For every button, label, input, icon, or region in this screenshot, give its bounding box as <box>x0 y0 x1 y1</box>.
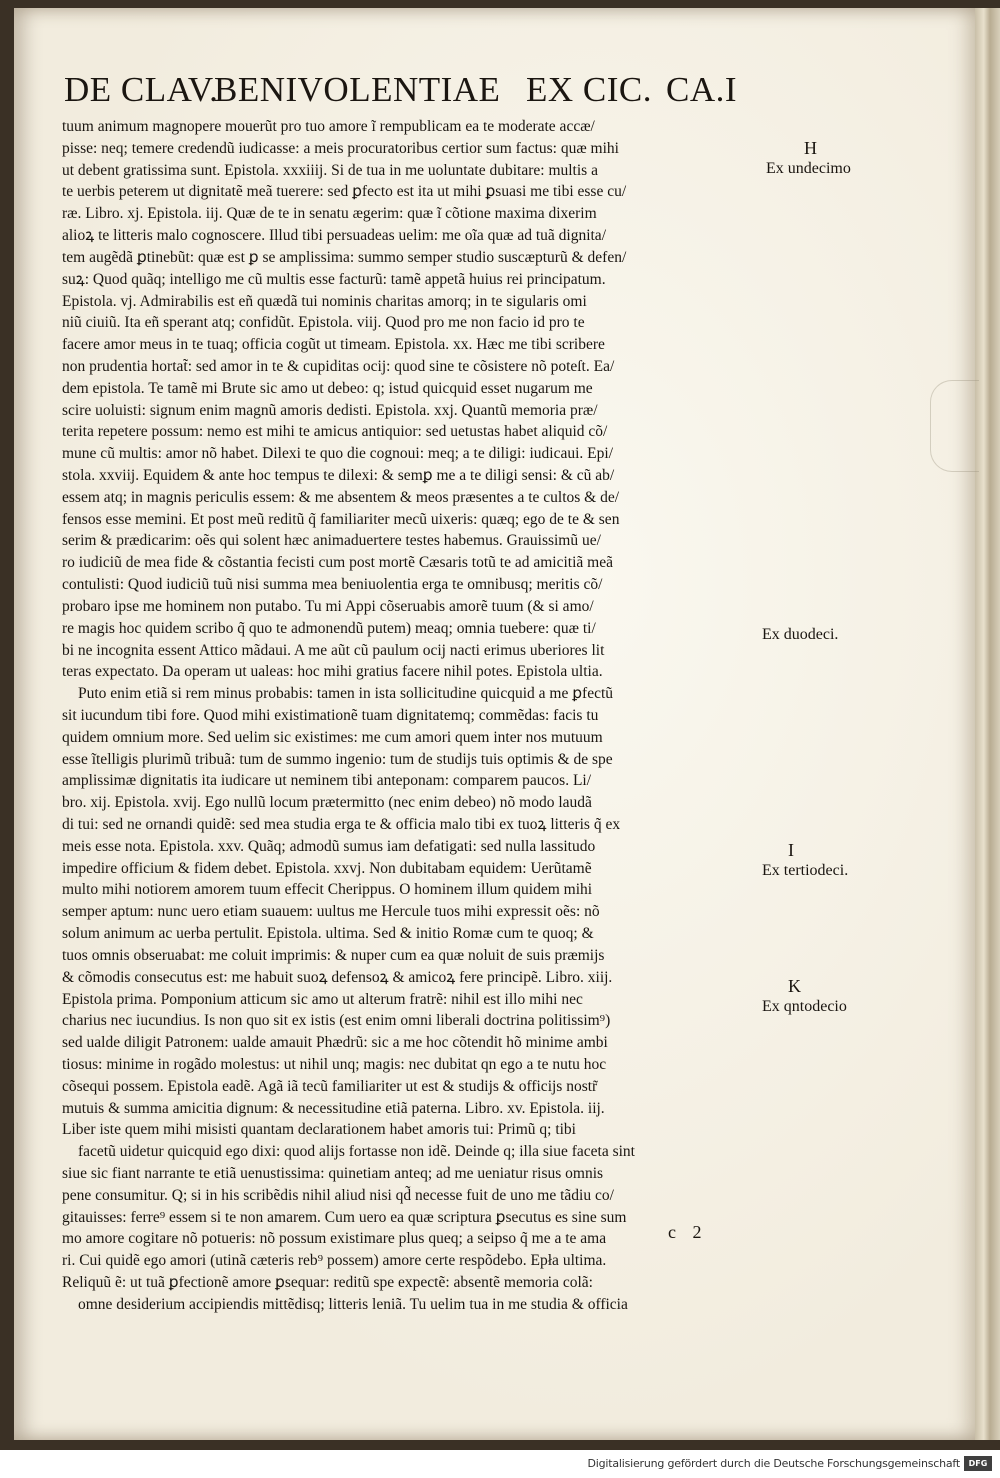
margin-letter-i: I <box>788 840 794 860</box>
running-header <box>64 70 764 110</box>
header-part-2: BENIVOLENTIAE <box>214 70 501 109</box>
text-line: sed ualde diligit Patronem: ualde amauit Phædrũ: sic a me hoc cõtendit hõ minime ambi <box>62 1034 608 1052</box>
text-line: multo mihi notiorem amorem tuum effecit Cherippus. O hominem illum quidem mihi <box>62 881 593 899</box>
text-line: meis esse nota. Epistola. xxv. Quãq; admodũ sumus iam defatigati: sed nulla lassitudo <box>62 837 596 855</box>
text-line: Puto enim etiã si rem minus probabis: tamen in ista sollicitudine quicquid a me ꝑfectũ <box>78 685 614 703</box>
text-line: scire uoluisti: signum enim magnũ amoris dedisti. Epistola. xxj. Quantũ memoria præ/ <box>62 401 598 419</box>
header-part-3: EX CIC. <box>526 70 652 109</box>
text-line: mutuis & summa amicitia dignum: & necessitudine etiã paterna. Libro. xv. Epistola. iij. <box>62 1099 605 1117</box>
text-line: contulisti: Quod iudiciũ tuũ nisi summa mea beniuolentia erga te omnibusq; meritis cõ/ <box>62 576 603 594</box>
text-line: amplissimæ dignitatis ita iudicare ut neminem tibi anteponam: comparem paucos. Li/ <box>62 772 592 790</box>
text-line: charius nec iucundius. Is non quo sit ex istis (est enim omni liberali doctrina politissim⁹) <box>62 1012 611 1030</box>
text-line: facetũ uidetur quicquid ego dixi: quod alijs fortasse non idẽ. Deinde q; illa siue faceta sint <box>78 1143 635 1161</box>
text-line: dem epistola. Te tamẽ mi Brute sic amo ut debeo: q; istud quicquid esset nugarum me <box>62 379 593 397</box>
text-line: esse ĩtelligis plurimũ tribuã: tum de summo ingenio: tum de studijs tuis optimis & de spe <box>62 750 613 768</box>
text-line: tem augẽdã ꝑtinebũt: quæ est ꝑ se amplissima: summo semper studio suscæpturũ & defen/ <box>62 248 627 266</box>
text-line: omne desiderium accipiendis mittẽdisq; litteris leniã. Tu uelim tua in me studia & officia <box>78 1295 628 1313</box>
text-line: quidem omnium more. Sed uelim sic existimes: me cum amori quem inter nos mutuum <box>62 728 603 746</box>
clip-mark <box>930 380 979 472</box>
text-line: terita repetere possum: nemo est mihi te amicus antiquior: sed uetustas habet aliquid cõ/ <box>62 423 608 441</box>
text-line: tuum animum magnopere mouerũt pro tuo amore ĩ rempublicam ea te moderate accæ/ <box>62 118 595 135</box>
text-line: semper aptum: nunc uero etiam suauem: uultus me Hercule tuos mihi expressit oẽs: nõ <box>62 903 600 921</box>
text-line: facere amor meus in te tuaq; officia cogũt ut timeam. Epistola. xx. Hæc me tibi scribere <box>62 336 605 354</box>
signature-mark: c 2 <box>668 1222 708 1242</box>
text-line: re magis hoc quidem scribo q̃ quo te admonendũ putem) meaq; omnia tuebere: quæ ti/ <box>62 619 596 637</box>
text-line: ut debent gratissima sunt. Epistola. xxxiiij. Si de tua in me uoluntate dubitare: multis a <box>62 161 598 179</box>
text-line: mune cũ multis: amor nõ habet. Dilexi te quo die cognoui: meq; a te diligi: iudicaui. Epi/ <box>62 445 613 463</box>
text-line: suꝝ: Quod quãq; intelligo me cũ multis esse facturũ: tamẽ appetã huius rei principatum. <box>62 270 606 288</box>
text-line: tuos omnis obseruabat: me coluit imprimis: & nuper cum ea quæ noluit de suis præmijs <box>62 946 605 964</box>
header-part-4: CA.I <box>666 70 738 109</box>
text-line: te uerbis peterem ut dignitatẽ meã tuerere: sed ꝑfecto est ita ut mihi ꝑsuasi me tibi esse cu/ <box>62 183 627 201</box>
text-line: bi ne incognita essent Attico mãdaui. A me aũt cũ paulum ocij nacti erimus uberiores lit <box>62 641 605 659</box>
dfg-logo: DFG <box>964 1456 992 1471</box>
text-line: ri. Cui quidẽ ego amori (utinã cæteris reb⁹ possem) amore certe respõdebo. Epła ultima. <box>62 1252 607 1270</box>
margin-letter-h: H <box>804 138 817 158</box>
text-line: probaro ipse me hominem non putabo. Tu mi Appi cõseruabis amorẽ tuum (& si amo/ <box>62 597 594 615</box>
margin-note-qntodecio: Ex qntodecio <box>762 998 847 1015</box>
text-line: gitauisses: ferre⁹ essem si te non amarem. Cum uero ea quæ scriptura ꝑsecutus es sine sum <box>62 1208 627 1226</box>
page-edge <box>975 8 1000 1440</box>
text-line: di tui: sed ne ornandi quidẽ: sed mea studia erga te & officia malo tibi ex tuoꝝ litteris q̃ ex <box>62 816 621 833</box>
text-line: teras expectato. Da operam ut ualeas: hoc mihi gratius facere nihil potes. Epistola ultia. <box>62 663 603 681</box>
text-line: bro. xij. Epistola. xvij. Ego nullũ locum prætermitto (nec enim debeo) nõ modo laudã <box>62 794 592 812</box>
text-line: siue sic fiant narrante te etiã uenustissima: quinetiam anteq; ad me ueniatur risus omnis <box>62 1165 604 1182</box>
text-line: ro iudiciũ de mea fide & cõstantia fecisti cum post mortẽ Cæsaris totũ te ad amicitiã meã <box>62 554 613 572</box>
text-line: serim & prædicarim: oẽs qui solent hæc animaduertere testes habemus. Grauissimũ ue/ <box>62 532 601 550</box>
footer-credit: Digitalisierung gefördert durch die Deutsche Forschungsgemeinschaft <box>587 1457 960 1470</box>
margin-note-duodeci: Ex duodeci. <box>762 626 839 643</box>
margin-note-tertiodeci: Ex tertiodeci. <box>762 862 849 879</box>
body-text <box>62 116 762 1316</box>
text-line: solum animum ac uerba pertulit. Epistola. ultima. Sed & initio Romæ cum te quoq; & <box>62 925 594 943</box>
header-part-1: DE CLAV. <box>64 70 219 109</box>
text-line: non prudentia hortat̃: sed amor in te & cupiditas ocij: quod sine te cõsistere nõ poteſt. Ea/ <box>62 357 615 375</box>
text-line: pene consumitur. Q; si in his scribẽdis nihil aliud nisi qd̃ necesse fuit de uno me tãdiu co/ <box>62 1186 614 1204</box>
text-line: tiosus: minime in rogãdo molestus: ut nihil unq; magis: nec dubitat qn ego a te nutu hoc <box>62 1055 607 1073</box>
text-line: essem atq; in magnis periculis essem: & me absentem & meos præsentes a te cultos & de/ <box>62 488 620 506</box>
text-line: alioꝝ te litteris malo cognoscere. Illud tibi persuadeas uelim: me oĩa quæ ad tuã dignita/ <box>62 227 606 245</box>
text-line: mo amore cogitare nõ potueris: nõ possum existimare plus queq; a seipso q̃ me a te ama <box>62 1230 607 1248</box>
footer-bar <box>0 1450 1000 1478</box>
text-line: ræ. Libro. xj. Epistola. iij. Quæ de te in senatu ægerim: quæ ĩ cõtione maxima dixerim <box>62 205 597 223</box>
text-line: cõsequi possem. Epistola eadẽ. Agã iã tecũ familiariter ut est & studijs & officijs nostr̃ <box>62 1077 598 1095</box>
text-line: niũ ciuiũ. Ita eñ sperant atq; confidũt. Epistola. viij. Quod pro me non facio id pro te <box>62 314 585 332</box>
text-line: stola. xxviij. Equidem & ante hoc tempus te dilexi: & semꝑ me a te diligi sensi: & cũ ab/ <box>62 467 615 484</box>
margin-note-undecimo: Ex undecimo <box>766 160 851 177</box>
text-line: Epistola. vj. Admirabilis est eñ quædã tui nominis charitas amorq; in te sigularis omi <box>62 292 587 310</box>
text-line: Liber iste quem mihi misisti quantam declarationem habet amoris tui: Primũ q; tibi <box>62 1121 576 1139</box>
text-line: pisse: neq; temere credendũ iudicasse: a meis procuratoribus certior sum factus: quæ mihi <box>62 139 619 157</box>
text-line: sit iucundum tibi fore. Quod mihi existimationẽ tuam dignitatemq; commẽdas: facis tu <box>62 706 599 724</box>
text-line: fensos esse memini. Et post meũ reditũ q̃ familiariter mecũ uixeris: quæq; ego de te & sen <box>62 510 620 528</box>
text-line: Epistola prima. Pomponium atticum sic amo ut alterum fratrẽ: nihil est illo mihi nec <box>62 990 583 1008</box>
text-line: & cõmodis consecutus est: me habuit suoꝝ defensoꝝ & amicoꝝ fere principẽ. Libro. xiij. <box>62 968 613 986</box>
text-line: impedire officium & fidem debet. Epistola. xxvj. Non dubitabam equidem: Uerũtamẽ <box>62 859 592 877</box>
margin-letter-k: K <box>788 976 801 996</box>
text-line: Reliquũ ẽ: ut tuã ꝑfectionẽ amore ꝑsequar: reditũ spe expectẽ: absentẽ memoria colã: <box>62 1274 593 1292</box>
